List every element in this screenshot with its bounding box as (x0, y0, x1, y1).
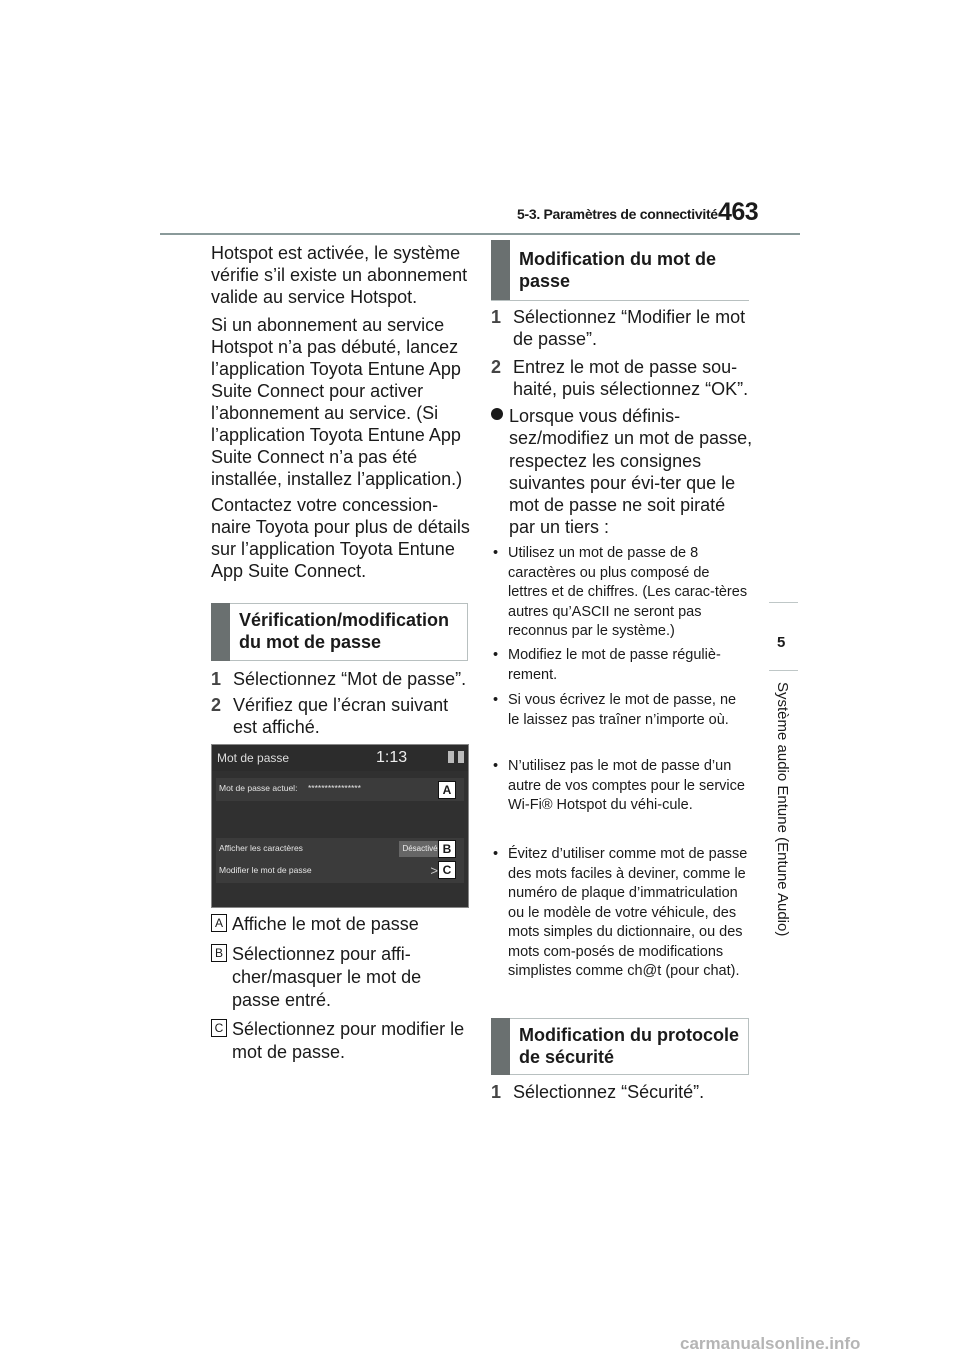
bullet-icon: • (493, 692, 499, 708)
page-number: 463 (718, 198, 759, 226)
step-number: 1 (211, 669, 222, 689)
side-tab-divider (769, 670, 798, 671)
callout-c: C (438, 861, 456, 879)
paragraph: Si un abonnement au service Hotspot n’a pas débuté, lancez l’application Toyota Entune App Suite Connect pour activer l’abonnement au service. (Si l’application Toyota Entune App Suite Connect n’a pas été installée, installez l’application.) (211, 315, 463, 489)
list-item (493, 757, 748, 816)
current-password-value: **************** (308, 783, 361, 793)
legend-key-a: A (211, 914, 227, 932)
password-screen-image (211, 744, 469, 908)
section-title: Modification du mot de passe (519, 249, 716, 291)
section-bar (211, 603, 230, 661)
legend-text-b: Sélectionnez pour affi-cher/masquer le mot de passe entré. (232, 944, 422, 1010)
screen-clock: 1:13 (376, 749, 408, 766)
watermark: carmanualsonline.info (680, 1334, 861, 1353)
show-characters-row (216, 838, 464, 861)
section-box (491, 240, 749, 301)
legend-text-a: Affiche le mot de passe (232, 914, 419, 934)
screen-top-bar (212, 745, 468, 771)
section-bar (491, 1018, 510, 1075)
notice-bullet (491, 405, 753, 539)
current-password-row (216, 778, 464, 801)
section-bar (491, 240, 510, 300)
list-item-text: N’utilisez pas le mot de passe d’un autre de vos comptes pour le service Wi-Fi® Hotspot du véhi-cule. (508, 758, 745, 813)
legend-text-c: Sélectionnez pour modifier le mot de passe. (232, 1019, 465, 1062)
list-item (493, 646, 748, 685)
side-tab-divider (769, 602, 798, 603)
bullet-icon: • (493, 647, 499, 663)
screen-title: Mot de passe (217, 751, 290, 765)
step-text: Sélectionnez “Mot de passe”. (233, 669, 467, 689)
chevron-right-icon: > (430, 863, 438, 878)
callout-b: B (438, 840, 456, 858)
list-item-text: Utilisez un mot de passe de 8 caractères ou plus composé de lettres et de chiffres. (Les carac-tères autres qu’ASCII ne seront pas reconnus par le système.) (508, 545, 748, 639)
signal-icon (448, 751, 454, 763)
step-number: 2 (211, 695, 222, 715)
step (491, 306, 753, 350)
list-item-text: Évitez d’utiliser comme mot de passe des mots faciles à deviner, comme le numéro de plaque d’immatriculation ou le modèle de votre véhicule, des mots simples du dictionnaire, ou des mots com-posés de modifications simplistes comme ch@t (pour chat). (508, 846, 748, 979)
legend-key-b: B (211, 944, 227, 962)
chapter-number: 5 (777, 634, 786, 651)
bullet-dot-icon (491, 408, 503, 420)
list-item (493, 691, 748, 730)
section-title: Modification du protocole de sécurité (519, 1025, 739, 1067)
list-item (493, 845, 748, 982)
list-item-text: Modifiez le mot de passe réguliè-rement. (508, 647, 721, 683)
toggle-off-pill: Désactivé (399, 841, 441, 857)
section-title: Vérification/modification du mot de passe (239, 610, 450, 652)
step-text: Sélectionnez “Modifier le mot de passe”. (513, 307, 746, 349)
callout-a: A (438, 781, 456, 799)
step-number: 2 (491, 357, 502, 377)
paragraph: Hotspot est activée, le système vérifie s’il existe un abonnement valide au service Hotspot. (211, 243, 468, 307)
change-password-row (216, 860, 464, 883)
step (491, 356, 753, 400)
change-password-label: Modifier le mot de passe (219, 865, 312, 875)
bullet-icon: • (493, 545, 499, 561)
show-characters-label: Afficher les caractères (219, 843, 303, 853)
step-text: Vérifiez que l’écran suivant est affiché. (233, 695, 449, 737)
section-box (491, 1018, 749, 1075)
step (211, 694, 473, 738)
step-text: Sélectionnez “Sécurité”. (513, 1082, 705, 1102)
paragraph: Contactez votre concession-naire Toyota pour plus de détails sur l’application Toyota Entune App Suite Connect. (211, 495, 470, 581)
step-number: 1 (491, 307, 502, 327)
battery-icon (458, 751, 464, 763)
step (211, 668, 473, 690)
section-heading: 5-3. Paramètres de connectivité (517, 206, 718, 222)
bullet-icon: • (493, 758, 499, 774)
legend-key-c: C (211, 1019, 227, 1037)
step-text: Entrez le mot de passe sou-haité, puis sélectionnez “OK”. (513, 357, 749, 399)
chapter-label: Système audio Entune (Entune Audio) (774, 682, 791, 937)
bullet-icon: • (493, 846, 499, 862)
header-rule (160, 233, 800, 235)
current-password-label: Mot de passe actuel: (219, 783, 298, 793)
list-item-text: Si vous écrivez le mot de passe, ne le laissez pas traîner n’importe où. (508, 692, 737, 728)
list-item (493, 544, 748, 642)
step (491, 1081, 753, 1103)
screen-body (212, 771, 468, 907)
notice-text: Lorsque vous définis-sez/modifiez un mot de passe, respectez les consignes suivantes pour évi-ter que le mot de passe ne soit piraté par un tiers : (509, 406, 753, 538)
step-number: 1 (491, 1082, 502, 1102)
section-box (211, 603, 468, 661)
